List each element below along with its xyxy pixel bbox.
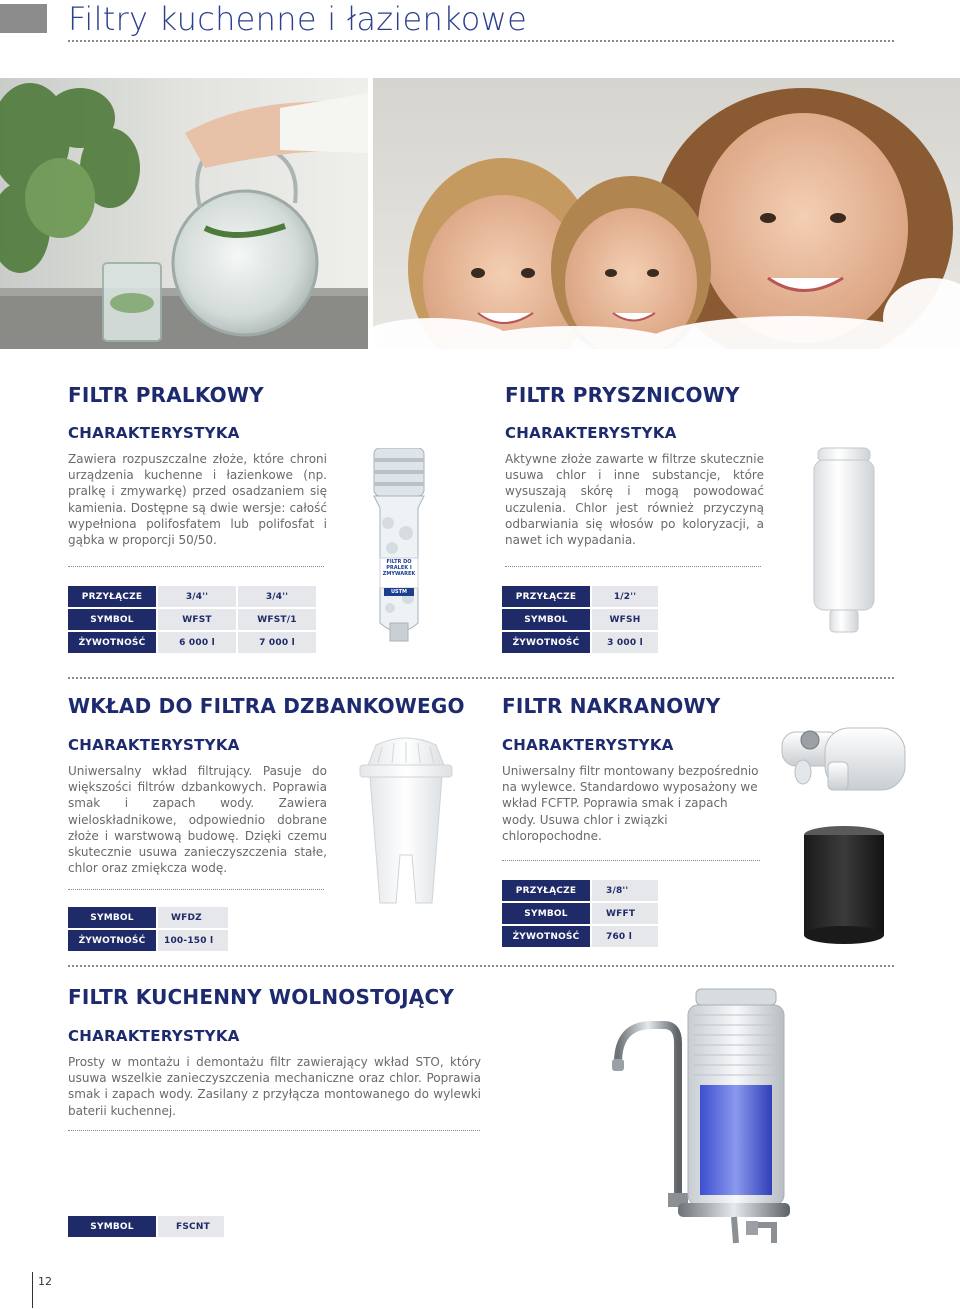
spec-label: PRZYŁĄCZE [68, 586, 156, 607]
product-label-pralkowy: FILTR DO PRALEK I ZMYWAREK [382, 559, 416, 577]
page-title: Filtry kuchenne i łazienkowe [68, 0, 528, 38]
spec-value: WFSH [592, 609, 658, 630]
spec-label: SYMBOL [68, 609, 156, 630]
table-row [502, 880, 658, 901]
header-corner-block [0, 4, 47, 33]
spec-label: PRZYŁĄCZE [502, 880, 590, 901]
spec-label: SYMBOL [68, 907, 156, 928]
spec-label: ŻYWOTNOŚĆ [68, 930, 156, 951]
spec-label: SYMBOL [502, 903, 590, 924]
description-prysznicowy: Aktywne złoże zawarte w filtrze skutecznie usuwa chlor i inne substancje, które wysuszają skórę i mogą powodować uczulenia. Chlor jest również przyczyną odbarwiania się włosów po koloryzacji, a nawet ich wypadania. [505, 452, 764, 548]
page-number-rule [32, 1272, 33, 1308]
section-heading-kuchenny: FILTR KUCHENNY WOLNOSTOJĄCY [68, 985, 455, 1009]
spec-label: ŻYWOTNOŚĆ [502, 632, 590, 653]
table-row [502, 609, 658, 630]
section-divider-2 [68, 965, 894, 967]
section-heading-dzbankowy: WKŁAD DO FILTRA DZBANKOWEGO [68, 694, 465, 718]
section-subheading-nakranowy: CHARAKTERYSTYKA [502, 736, 674, 754]
divider-kuchenny [68, 1130, 480, 1131]
spec-label: PRZYŁĄCZE [502, 586, 590, 607]
product-image-filtr-pralkowy [368, 448, 430, 643]
spec-label: SYMBOL [68, 1216, 156, 1237]
table-row [68, 586, 316, 607]
table-row [502, 903, 658, 924]
spec-value: 6 000 l [158, 632, 236, 653]
spec-value: FSCNT [158, 1216, 224, 1237]
page-number: 12 [38, 1275, 52, 1288]
section-heading-nakranowy: FILTR NAKRANOWY [502, 694, 721, 718]
spec-value: 1/2'' [592, 586, 658, 607]
table-row [68, 609, 316, 630]
product-brand-pralkowy: USTM [390, 589, 408, 595]
spec-value: 3/4'' [238, 586, 316, 607]
spec-table-dzbankowy [66, 905, 230, 953]
description-nakranowy: Uniwersalny filtr montowany bezpośrednio na wylewce. Standardowo wyposażony we wkład FCFTP. Poprawia smak i zapach wody. Usuwa chlor i związki chloropochodne. [502, 764, 759, 843]
spec-table-prysznicowy [500, 584, 660, 655]
spec-value: 760 l [592, 926, 658, 947]
section-heading-prysznicowy: FILTR PRYSZNICOWY [505, 383, 740, 407]
spec-value: 7 000 l [238, 632, 316, 653]
divider-prysznicowy [505, 566, 761, 567]
description-kuchenny: Prosty w montażu i demontażu filtr zawierający wkład STO, który usuwa wszelkie zanieczyszczenia mechaniczne oraz chlor. Poprawia smak i zapach wody. Zasilany z przyłącza montowanego do wylewki baterii kuchennej. [68, 1055, 481, 1118]
photo-water-jug [0, 78, 368, 349]
spec-table-nakranowy [500, 878, 660, 949]
table-row [68, 907, 228, 928]
table-row [502, 586, 658, 607]
product-image-wklad-dzbankowy [358, 735, 454, 907]
spec-value: WFDZ [158, 907, 228, 928]
table-row [502, 632, 658, 653]
spec-value: WFST/1 [238, 609, 316, 630]
divider-dzbankowy [68, 889, 324, 890]
table-row [502, 926, 658, 947]
spec-value: WFST [158, 609, 236, 630]
section-subheading-kuchenny: CHARAKTERYSTYKA [68, 1027, 240, 1045]
description-pralkowy: Zawiera rozpuszczalne złoże, które chroni urządzenia kuchenne i łazienkowe (np. pralkę i zmywarkę) przed osadzaniem się kamienia. Dostępne są dwie wersje: całość wypełniona polifosfatem lub polifosfat i gąbka w proporcji 50/50. [68, 452, 327, 548]
title-divider [68, 40, 894, 42]
section-subheading-dzbankowy: CHARAKTERYSTYKA [68, 736, 240, 754]
divider-nakranowy [502, 860, 760, 861]
spec-label: SYMBOL [502, 609, 590, 630]
spec-table-kuchenny [66, 1214, 226, 1239]
product-image-filtr-kuchenny [604, 985, 790, 1250]
table-row [68, 1216, 224, 1237]
table-row [68, 930, 228, 951]
description-dzbankowy: Uniwersalny wkład filtrujący. Pasuje do większości filtrów dzbankowych. Poprawia smak i zapach wody. Zawiera wieloskładnikowe, odpowiednio dobrane złoże i warstwową budowę. Dzięki czemu skutecznie usuwa zanieczyszczenia stałe, chlor oraz zmiękcza wodę. [68, 764, 327, 876]
spec-value: 3/8'' [592, 880, 658, 901]
product-image-filtr-prysznicowy [810, 446, 878, 636]
product-image-filtr-nakranowy [780, 722, 910, 947]
photo-family-bath [373, 78, 960, 349]
spec-label: ŻYWOTNOŚĆ [68, 632, 156, 653]
spec-value: WFFT [592, 903, 658, 924]
section-divider-1 [68, 677, 894, 679]
section-subheading-pralkowy: CHARAKTERYSTYKA [68, 424, 240, 442]
section-heading-pralkowy: FILTR PRALKOWY [68, 383, 264, 407]
spec-value: 100-150 l [158, 930, 228, 951]
spec-value: 3/4'' [158, 586, 236, 607]
spec-table-pralkowy [66, 584, 318, 655]
section-subheading-prysznicowy: CHARAKTERYSTYKA [505, 424, 677, 442]
spec-value: 3 000 l [592, 632, 658, 653]
spec-label: ŻYWOTNOŚĆ [502, 926, 590, 947]
table-row [68, 632, 316, 653]
divider-pralkowy [68, 566, 324, 567]
